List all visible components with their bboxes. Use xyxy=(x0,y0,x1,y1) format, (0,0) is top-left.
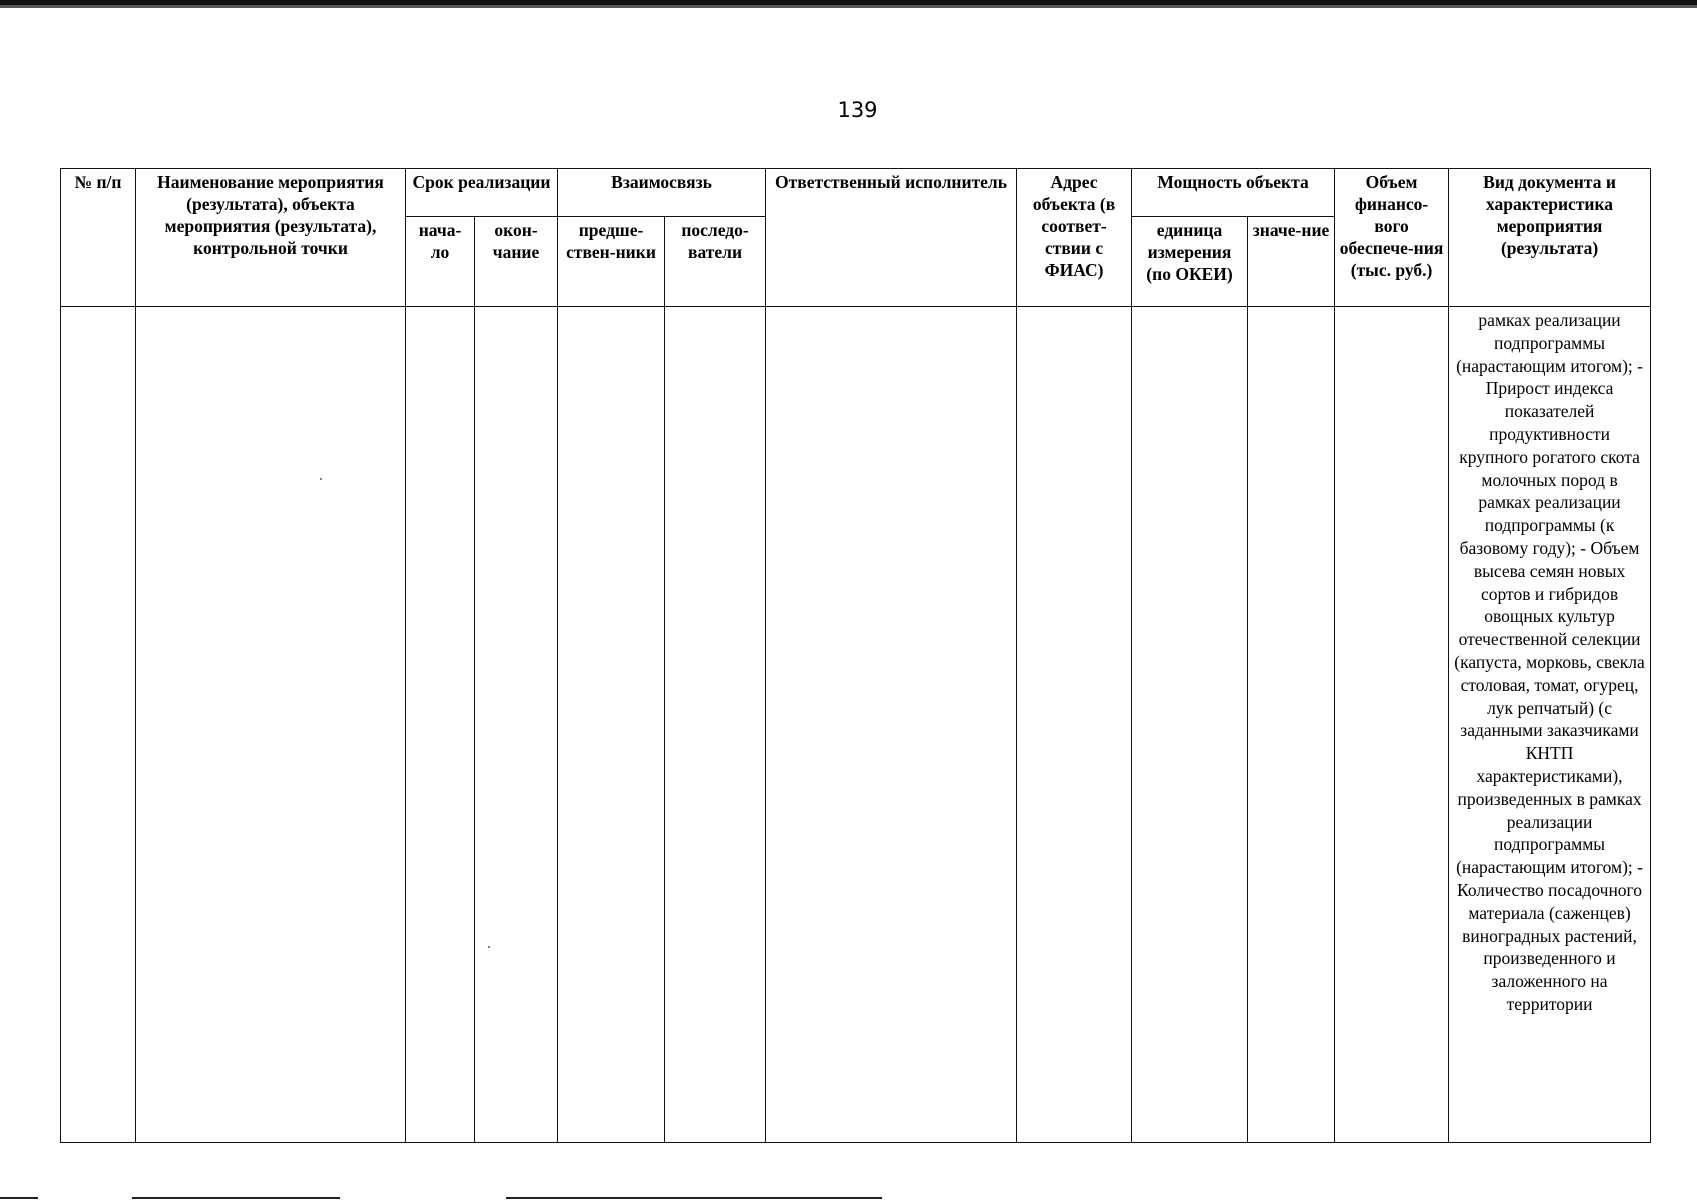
cell-term-start xyxy=(406,307,475,1143)
cell-address xyxy=(1017,307,1132,1143)
table-row xyxy=(61,307,1651,1143)
header-link-pred: предше-ствен-ники xyxy=(558,217,665,307)
header-term: Срок реализации xyxy=(406,169,558,217)
footer-line xyxy=(506,1197,882,1199)
header-funding: Объем финансо-вого обеспече-ния (тыс. руб.) xyxy=(1335,169,1449,307)
header-term-end: окон-чание xyxy=(475,217,558,307)
page-top-border xyxy=(0,0,1697,8)
cell-link-pred xyxy=(558,307,665,1143)
scan-speck xyxy=(320,478,322,480)
header-link-succ: последо-ватели xyxy=(665,217,766,307)
cell-link-succ xyxy=(665,307,766,1143)
header-capacity: Мощность объекта xyxy=(1132,169,1335,217)
header-term-start: нача-ло xyxy=(406,217,475,307)
cell-responsible xyxy=(766,307,1017,1143)
footer-line xyxy=(132,1197,340,1199)
header-capacity-unit: единица измерения (по ОКЕИ) xyxy=(1132,217,1248,307)
activities-table xyxy=(60,168,1651,1143)
header-doc-type: Вид документа и характеристика мероприятия (результата) xyxy=(1449,169,1651,307)
header-capacity-value: значе-ние xyxy=(1248,217,1335,307)
header-responsible: Ответственный исполнитель xyxy=(766,169,1017,307)
cell-doc-type: рамках реализации подпрограммы (нарастающим итогом); - Прирост индекса показателей продуктивности крупного рогатого скота молочных пород в рамках реализации подпрограммы (к базовому году); - Объем высева семян новых сортов и гибридов овощных культур отечественной селекции (капуста, морковь, свекла столовая, томат, огурец, лук репчатый) (с заданными заказчиками КНТП характеристиками), произведенных в рамках реализации подпрограммы (нарастающим итогом); - Количество посадочного материала (саженцев) виноградных растений, произведенного и заложенного на территории xyxy=(1449,307,1651,1143)
cell-capacity-unit xyxy=(1132,307,1248,1143)
cell-term-end xyxy=(475,307,558,1143)
header-link: Взаимосвязь xyxy=(558,169,766,217)
page-number: 139 xyxy=(837,98,878,122)
header-address: Адрес объекта (в соответ-ствии с ФИАС) xyxy=(1017,169,1132,307)
header-name: Наименование мероприятия (результата), объекта мероприятия (результата), контрольной точки xyxy=(136,169,406,307)
cell-funding xyxy=(1335,307,1449,1143)
footer-line xyxy=(0,1197,38,1199)
header-num: № п/п xyxy=(61,169,136,307)
scan-speck xyxy=(488,946,490,948)
cell-num xyxy=(61,307,136,1143)
cell-name xyxy=(136,307,406,1143)
cell-capacity-value xyxy=(1248,307,1335,1143)
